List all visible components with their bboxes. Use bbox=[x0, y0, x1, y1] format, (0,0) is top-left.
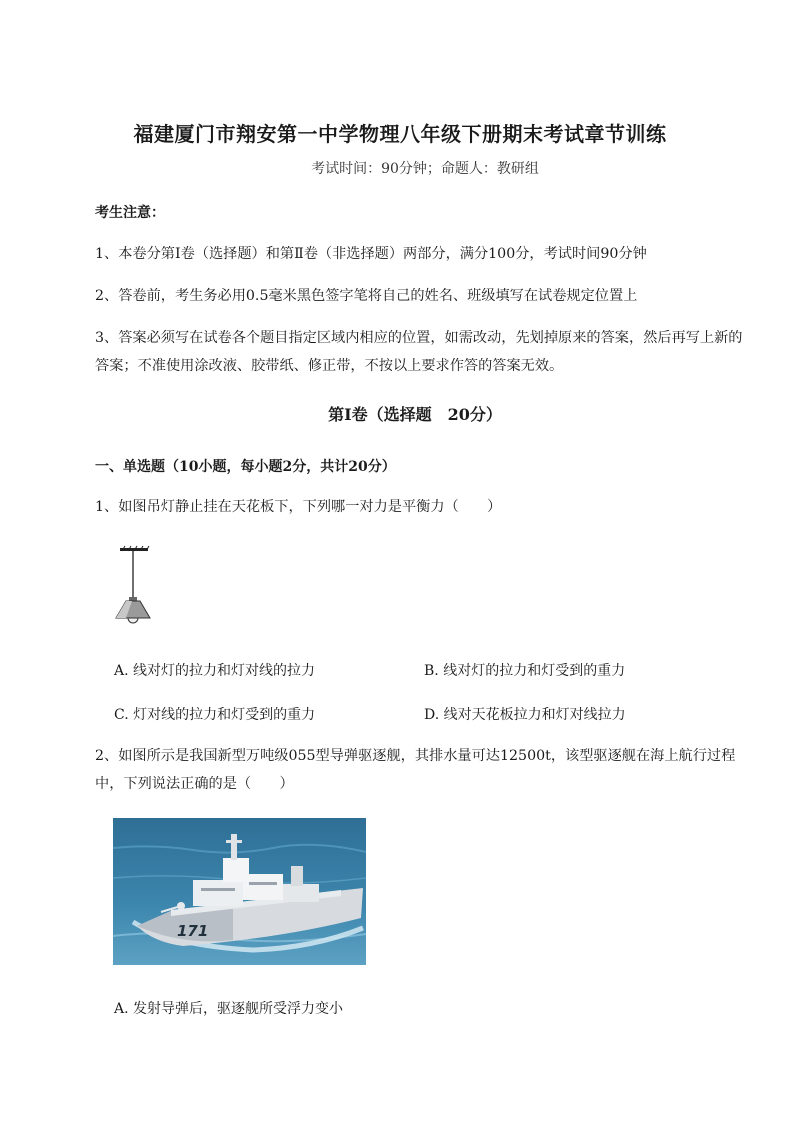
question-2-stem: 2、如图所示是我国新型万吨级055型导弹驱逐舰，其排水量可达12500t，该型驱逐舰在海上航行过程中，下列说法正确的是（ ） bbox=[95, 748, 736, 792]
question-1-option-b[interactable]: B. 线对灯的拉力和灯受到的重力 bbox=[424, 663, 626, 679]
notice-heading: 考生注意： bbox=[95, 205, 165, 221]
question-1-option-d[interactable]: D. 线对天花板拉力和灯对线拉力 bbox=[424, 707, 626, 723]
exam-meta: 考试时间：90分钟；命题人：教研组 bbox=[311, 161, 539, 177]
hull-number: 171 bbox=[177, 922, 209, 940]
destroyer-ship-icon bbox=[113, 818, 366, 965]
notice-item-2: 2、答卷前，考生务必用0.5毫米黑色签字笔将自己的姓名、班级填写在试卷规定位置上 bbox=[95, 288, 638, 304]
question-1-option-c[interactable]: C. 灯对线的拉力和灯受到的重力 bbox=[114, 707, 316, 723]
question-2-option-a[interactable]: A. 发射导弹后，驱逐舰所受浮力变小 bbox=[114, 1001, 344, 1017]
question-1-stem: 1、如图吊灯静止挂在天花板下，下列哪一对力是平衡力（ ） bbox=[95, 499, 502, 515]
section-title: 第I卷（选择题 20分） bbox=[328, 405, 502, 424]
destroyer-photo bbox=[113, 818, 366, 965]
page-title: 福建厦门市翔安第一中学物理八年级下册期末考试章节训练 bbox=[133, 122, 667, 146]
ceiling-lamp-icon bbox=[112, 544, 156, 634]
question-1-option-a[interactable]: A. 线对灯的拉力和灯对线的拉力 bbox=[114, 663, 316, 679]
part-heading: 一、单选题（10小题，每小题2分，共计20分） bbox=[95, 459, 396, 475]
notice-item-3: 3、答案必须写在试卷各个题目指定区域内相应的位置，如需改动，先划掉原来的答案，然后再写上新的答案；不准使用涂改液、胶带纸、修正带，不按以上要求作答的答案无效。 bbox=[95, 330, 743, 374]
notice-item-1: 1、本卷分第I卷（选择题）和第Ⅱ卷（非选择题）两部分，满分100分，考试时间90分钟 bbox=[95, 246, 647, 262]
